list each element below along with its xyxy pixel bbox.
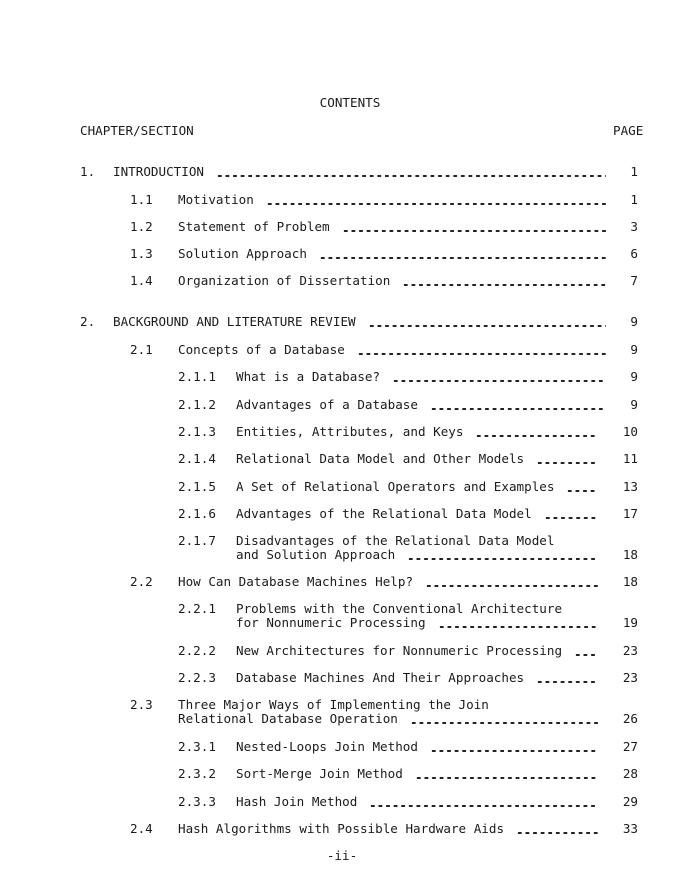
dot-leader [392,380,606,382]
section-number: 2.2.3 [178,670,216,685]
page-number: 6 [630,246,638,261]
page-number: 1 [630,164,638,179]
page-number-footer: -ii- [326,848,358,863]
dot-leader [516,832,598,834]
section-number: 2.2 [130,574,153,589]
section-title: New Architectures for Nonnumeric Processing [236,643,563,658]
dot-leader [430,408,606,410]
dot-leader [536,681,598,683]
dot-leader [566,490,598,492]
dot-leader [407,558,598,560]
dot-leader [415,777,598,779]
page-number: 27 [622,739,638,754]
section-title-continued: and Solution Approach [236,547,396,562]
dot-leader [368,325,606,327]
section-title: Database Machines And Their Approaches [236,670,525,685]
section-number: 1.3 [130,246,153,261]
page-column-header: PAGE [613,123,644,138]
page-number: 28 [622,766,638,781]
section-title: Advantages of a Database [236,397,418,412]
dot-leader [410,722,598,724]
dot-leader [266,203,606,205]
section-number: 2.1.4 [178,451,216,466]
section-title: Motivation [178,192,254,207]
section-number: 2.2.2 [178,643,216,658]
dot-leader [430,750,598,752]
dot-leader [574,654,598,656]
section-number: 1. [80,164,96,179]
page-number: 23 [622,643,638,658]
dot-leader [425,585,598,587]
section-title: Three Major Ways of Implementing the Join [178,697,489,712]
dot-leader [342,230,606,232]
page-number: 18 [622,574,638,589]
section-title: Statement of Problem [178,219,330,234]
section-title: How Can Database Machines Help? [178,574,414,589]
section-number: 2.1.6 [178,506,216,521]
page-number: 3 [630,219,638,234]
dot-leader [216,175,606,177]
section-number: 2. [80,314,96,329]
page-title: CONTENTS [319,95,381,110]
section-number: 2.4 [130,821,153,836]
dot-leader [536,462,598,464]
section-number: 2.1.3 [178,424,216,439]
page-number: 9 [630,369,638,384]
section-title: Nested-Loops Join Method [236,739,418,754]
dot-leader [369,805,598,807]
section-number: 1.1 [130,192,153,207]
page-number: 29 [622,794,638,809]
section-number: 2.3 [130,697,153,712]
page-number: 10 [622,424,638,439]
page-number: 9 [630,342,638,357]
page-number: 18 [622,547,638,562]
section-number: 2.3.3 [178,794,216,809]
section-title: Solution Approach [178,246,307,261]
page-number: 17 [622,506,638,521]
section-title: Sort-Merge Join Method [236,766,403,781]
section-number: 1.4 [130,273,153,288]
page-number: 19 [622,615,638,630]
page-number: 26 [622,711,638,726]
dot-leader [475,435,598,437]
page-number: 1 [630,192,638,207]
section-title-continued: for Nonnumeric Processing [236,615,426,630]
section-number: 2.3.1 [178,739,216,754]
section-number: 2.1.2 [178,397,216,412]
section-number: 1.2 [130,219,153,234]
dot-leader [402,284,606,286]
section-title: Disadvantages of the Relational Data Model [236,533,555,548]
section-title: Entities, Attributes, and Keys [236,424,464,439]
section-title: Hash Join Method [236,794,358,809]
section-title: Concepts of a Database [178,342,345,357]
section-number: 2.1 [130,342,153,357]
page-number: 23 [622,670,638,685]
page-number: 9 [630,397,638,412]
section-title: BACKGROUND AND LITERATURE REVIEW [113,314,356,329]
section-title: A Set of Relational Operators and Examples [236,479,555,494]
section-title: Hash Algorithms with Possible Hardware Aids [178,821,505,836]
dot-leader [357,353,606,355]
section-number: 2.3.2 [178,766,216,781]
section-title: INTRODUCTION [113,164,204,179]
section-title: Relational Data Model and Other Models [236,451,525,466]
section-number: 2.1.1 [178,369,216,384]
dot-leader [544,517,598,519]
section-title-continued: Relational Database Operation [178,711,398,726]
page-number: 13 [622,479,638,494]
page-number: 33 [622,821,638,836]
section-number: 2.2.1 [178,601,216,616]
section-number: 2.1.7 [178,533,216,548]
page-number: 11 [622,451,638,466]
page-number: 7 [630,273,638,288]
dot-leader [319,257,606,259]
dot-leader [438,626,598,628]
section-title: What is a Database? [236,369,381,384]
section-title: Organization of Dissertation [178,273,391,288]
section-number: 2.1.5 [178,479,216,494]
page-number: 9 [630,314,638,329]
section-title: Advantages of the Relational Data Model [236,506,532,521]
chapter-section-header: CHAPTER/SECTION [80,123,194,138]
section-title: Problems with the Conventional Architecture [236,601,563,616]
